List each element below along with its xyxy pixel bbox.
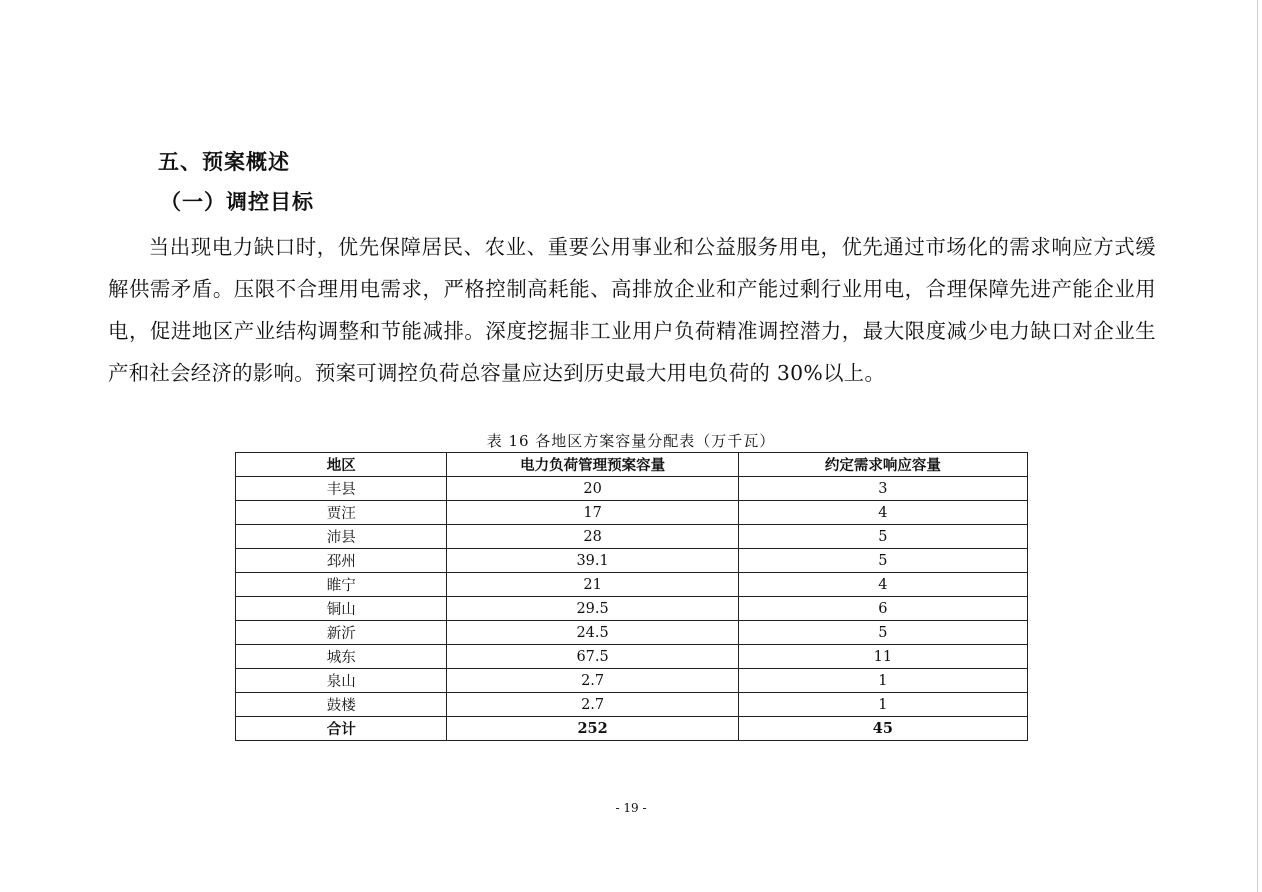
table-row	[236, 669, 1028, 693]
table-row	[236, 573, 1028, 597]
table-row	[236, 477, 1028, 501]
demand-response-cell: 1	[738, 669, 1027, 693]
load-management-cell: 67.5	[447, 645, 738, 669]
demand-response-cell: 5	[738, 621, 1027, 645]
load-management-cell: 24.5	[447, 621, 738, 645]
table-row	[236, 597, 1028, 621]
body-paragraph: 当出现电力缺口时，优先保障居民、农业、重要公用事业和公益服务用电，优先通过市场化的需求响应方式缓解供需矛盾。压限不合理用电需求，严格控制高耗能、高排放企业和产能过剩行业用电，合理保障先进产能企业用电，促进地区产业结构调整和节能减排。深度挖掘非工业用户负荷精准调控潜力，最大限度减少电力缺口对企业生产和社会经济的影响。预案可调控负荷总容量应达到历史最大用电负荷的 30%以上。	[108, 235, 1156, 385]
region-cell: 睢宁	[236, 573, 447, 597]
table-row	[236, 549, 1028, 573]
demand-response-cell: 5	[738, 549, 1027, 573]
table-row	[236, 501, 1028, 525]
load-management-cell: 29.5	[447, 597, 738, 621]
demand-response-cell: 3	[738, 477, 1027, 501]
demand-response-cell: 4	[738, 573, 1027, 597]
load-management-cell: 39.1	[447, 549, 738, 573]
load-management-cell: 20	[447, 477, 738, 501]
load-management-cell: 17	[447, 501, 738, 525]
column-header-demand-response-capacity: 约定需求响应容量	[738, 453, 1027, 477]
total-label-cell: 合计	[236, 717, 447, 741]
demand-response-cell: 1	[738, 693, 1027, 717]
demand-response-cell: 5	[738, 525, 1027, 549]
page-number: - 19 -	[615, 801, 647, 815]
load-management-cell: 28	[447, 525, 738, 549]
region-cell: 丰县	[236, 477, 447, 501]
column-header-load-management-capacity: 电力负荷管理预案容量	[447, 453, 738, 477]
table-body	[236, 477, 1028, 741]
region-cell: 沛县	[236, 525, 447, 549]
total-demand-response-cell: 45	[738, 717, 1027, 741]
column-header-region: 地区	[236, 453, 447, 477]
total-load-management-cell: 252	[447, 717, 738, 741]
demand-response-cell: 4	[738, 501, 1027, 525]
region-cell: 鼓楼	[236, 693, 447, 717]
load-management-cell: 2.7	[447, 693, 738, 717]
region-cell: 邳州	[236, 549, 447, 573]
table-total-row	[236, 717, 1028, 741]
table-row	[236, 693, 1028, 717]
subsection-heading: （一）调控目标	[160, 190, 314, 214]
table-caption: 表 16 各地区方案容量分配表（万千瓦）	[486, 432, 776, 450]
region-cell: 贾汪	[236, 501, 447, 525]
region-cell: 城东	[236, 645, 447, 669]
table-row	[236, 525, 1028, 549]
load-management-cell: 2.7	[447, 669, 738, 693]
table-row	[236, 645, 1028, 669]
demand-response-cell: 6	[738, 597, 1027, 621]
region-cell: 泉山	[236, 669, 447, 693]
region-cell: 铜山	[236, 597, 447, 621]
section-heading: 五、预案概述	[158, 150, 290, 174]
capacity-allocation-table	[235, 452, 1028, 741]
demand-response-cell: 11	[738, 645, 1027, 669]
region-cell: 新沂	[236, 621, 447, 645]
table-header-row	[236, 453, 1028, 477]
load-management-cell: 21	[447, 573, 738, 597]
table-row	[236, 621, 1028, 645]
